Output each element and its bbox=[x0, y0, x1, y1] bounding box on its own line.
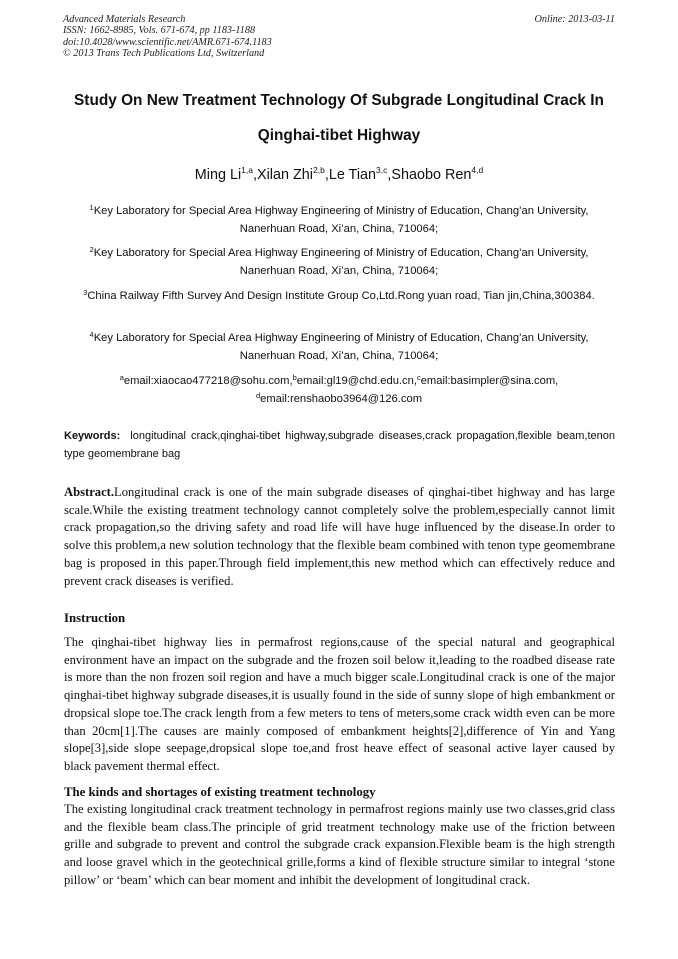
doi-line: doi:10.4028/www.scientific.net/AMR.671-674.1183 bbox=[63, 36, 272, 48]
affiliation-mark: 2 bbox=[89, 245, 94, 254]
author-affiliation-mark: 1,a bbox=[241, 165, 253, 175]
keywords bbox=[64, 428, 615, 463]
affiliation-mark: 1 bbox=[89, 203, 94, 212]
section-body-instruction: The qinghai-tibet highway lies in permafrost regions,cause of the special natural and geographical environment have an impact on the subgrade and the frozen soil below it,leading to the roadbed disease rate is more than the non frozen soil region and have a much bigger scale.Longitudinal crack is one of the major qinghai-tibet highway subgrade diseases,it is usually found in the side of sunny slope of high embankment or dropsical slope toe.The crack length from a few meters to tens of meters,some crack width even can be more than 20cm[1].The causes are mainly composed of embankment heights[2],difference of Yin and Yang slope[3],side slope seepage,dropsical slope toe,and frost heave effect of seasonal active layer caused by black pavement thermal effect. bbox=[64, 635, 615, 773]
paper-title-line-1: Study On New Treatment Technology Of Subgrade Longitudinal Crack In bbox=[74, 92, 604, 109]
email-mark: a bbox=[119, 373, 124, 382]
paper-title-line-2: Qinghai-tibet Highway bbox=[257, 127, 421, 144]
abstract-label: Abstract. bbox=[64, 485, 115, 499]
section-body-existing-technology: The existing longitudinal crack treatment technology in permafrost regions mainly use two classes,grid class and the flexible beam class.The principle of grid treatment technology make use of the friction between grille and subgrade to prevent and control the subgrade crack expansion.Flexible beam is the high strength and loose gravel which in the geotechnical grille,forms a kind of flexible structure similar to integral ‘stone pillow’ or ‘beam’ which can bear moment and inhibit the development of longitudinal crack. bbox=[64, 802, 615, 887]
abstract-text: Longitudinal crack is one of the main subgrade diseases of qinghai-tibet highway and has large scale.While the existing treatment technology cannot completely solve the problem,especially cannot limit crack propagation,so the driving safety and road life will have huge influenced by the disease.In order to solve this problem,a new solution technology that the flexible beam combined with tenon type geomembrane bag is proposed in this paper.Through field implement,this new method which can effectively reduce and prevent crack diseases is verified. bbox=[64, 485, 615, 588]
section-heading-existing-technology: The kinds and shortages of existing treatment technology bbox=[64, 785, 376, 799]
email-address: email:renshaobo3964@126.com bbox=[260, 393, 423, 405]
keywords-label: Keywords: bbox=[64, 430, 121, 442]
author-name: Shaobo Ren bbox=[391, 167, 472, 183]
email-address: email:gl19@chd.edu.cn, bbox=[296, 375, 417, 387]
issn-line: ISSN: 1662-8985, Vols. 671-674, pp 1183-1188 bbox=[63, 25, 256, 37]
author-list: Ming Li$^{1,a}$,Xilan Zhi$^{2,b}$,Le Tian$^{3,c}$,Shaobo Ren$^{4,d}$ bbox=[194, 165, 484, 183]
affiliation-mark: 4 bbox=[89, 330, 94, 339]
author-name: Xilan Zhi bbox=[256, 167, 313, 183]
copyright-line: © 2013 Trans Tech Publications Ltd, Switzerland bbox=[63, 48, 265, 60]
email-address: email:basimpler@sina.com, bbox=[420, 375, 559, 387]
email-address: email:xiaocao477218@sohu.com, bbox=[123, 375, 293, 387]
affiliation-mark: 3 bbox=[83, 288, 88, 297]
author-affiliation-mark: 2,b bbox=[312, 165, 325, 175]
email-list bbox=[72, 372, 606, 408]
author-name: Le Tian bbox=[328, 167, 377, 183]
author-name: Ming Li bbox=[194, 167, 242, 183]
journal-header bbox=[63, 14, 615, 60]
keywords-text: longitudinal crack,qinghai-tibet highway,subgrade diseases,crack propagation,flexible beam,tenon type geomembrane bag bbox=[64, 430, 615, 460]
affiliation-4: $^4$Key Laboratory for Special Area Highway Engineering of Ministry of Education, Chang’an University, Nanerhuan Road, Xi’an, China, 710064; bbox=[89, 330, 589, 362]
affiliation-3: $^3$China Railway Fifth Survey And Design Institute Group Co,Ltd.Rong yuan road, Tian jin,China,300384. bbox=[83, 288, 595, 302]
email-mark: c bbox=[416, 373, 421, 382]
journal-name: Advanced Materials Research bbox=[63, 14, 186, 25]
section-heading-instruction: Instruction bbox=[64, 611, 126, 625]
author-affiliation-mark: 4,d bbox=[471, 165, 484, 175]
online-date: Online: 2013-03-11 bbox=[534, 14, 615, 25]
author-affiliation-mark: 3,c bbox=[376, 165, 388, 175]
affiliation-1: $^1$Key Laboratory for Special Area Highway Engineering of Ministry of Education, Chang’an University, Nanerhuan Road, Xi’an, China, 710064; bbox=[89, 203, 589, 235]
email-mark: d bbox=[255, 391, 261, 400]
abstract bbox=[64, 484, 615, 590]
affiliation-2: $^2$Key Laboratory for Special Area Highway Engineering of Ministry of Education, Chang’an University, Nanerhuan Road, Xi’an, China, 710064; bbox=[89, 245, 589, 277]
email-mark: b bbox=[292, 373, 297, 382]
